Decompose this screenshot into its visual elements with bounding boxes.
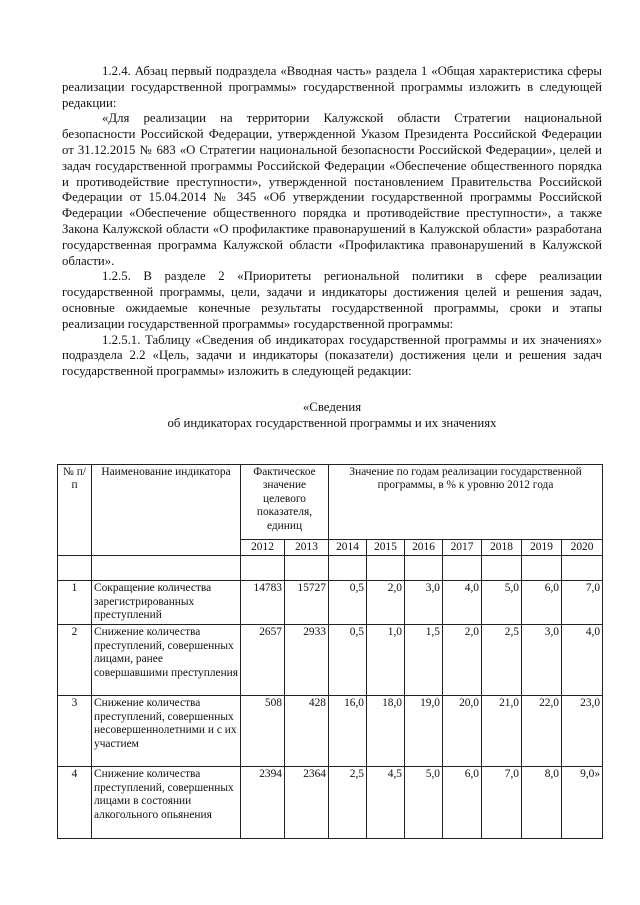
paragraph-quote: «Для реализации на территории Калужской области Стратегии национальной безопасности Российской Федерации, утвержденной Указом Президента Российской Федерации от 31.12.2015 № 683 «О Стратегии национальной безопасности Российской Федерации», целей и задач государственной программы Российской Федерации «Обеспечение общественного порядка и противодействие преступности», утвержденной постановлением Правительства Российской Федерации от 15.04.2014 № 345 «Об утверждении государственной программы Российской Федерации «Обеспечение общественного порядка и противодействие преступности», а также Закона Калужской области «О профилактике правонарушений в Калужской области» разработана государственная программа Калужской области «Профилактика правонарушений в Калужской области». (62, 111, 602, 268)
value-cell: 3,0 (405, 581, 443, 625)
year-cell: 2013 (285, 540, 329, 556)
value-cell: 7,0 (482, 767, 522, 839)
value-cell: 7,0 (562, 581, 603, 625)
indicator-name: Снижение количества преступлений, совершенных несовершеннолетними и с их участием (92, 696, 241, 767)
paragraph-1-2-5: 1.2.5. В разделе 2 «Приоритеты региональной политики в сфере реализации государственной программы, цели, задачи и индикаторы достижения целей и решения задач, основные ожидаемые конечные результаты государственной программы, сроки и этапы реализации государственной программы» государственной программы: (62, 269, 602, 331)
value-cell: 2,5 (482, 625, 522, 696)
table-spacer-row (58, 556, 603, 581)
value-cell: 6,0 (443, 767, 482, 839)
value-cell: 8,0 (522, 767, 562, 839)
value-cell: 15727 (285, 581, 329, 625)
table-row (58, 625, 603, 696)
year-cell: 2014 (329, 540, 367, 556)
header-name: Наименование индикатора (92, 465, 241, 556)
document-body (62, 64, 602, 431)
value-cell: 5,0 (405, 767, 443, 839)
value-cell: 2,0 (443, 625, 482, 696)
value-cell: 9,0» (562, 767, 603, 839)
row-number: 3 (58, 696, 92, 767)
value-cell: 2,0 (367, 581, 405, 625)
value-cell: 19,0 (405, 696, 443, 767)
year-cell: 2015 (367, 540, 405, 556)
value-cell: 2933 (285, 625, 329, 696)
value-cell: 0,5 (329, 625, 367, 696)
value-cell: 22,0 (522, 696, 562, 767)
row-number: 4 (58, 767, 92, 839)
table-row (58, 581, 603, 625)
row-number: 2 (58, 625, 92, 696)
indicator-name: Сокращение количества зарегистрированных преступлений (92, 581, 241, 625)
year-cell: 2017 (443, 540, 482, 556)
table-header-row (58, 465, 603, 540)
value-cell: 428 (285, 696, 329, 767)
year-cell: 2020 (562, 540, 603, 556)
year-cell: 2018 (482, 540, 522, 556)
caption-line-1: «Сведения (302, 399, 362, 414)
value-cell: 21,0 (482, 696, 522, 767)
value-cell: 4,0 (562, 625, 603, 696)
value-cell: 2657 (241, 625, 285, 696)
value-cell: 1,0 (367, 625, 405, 696)
value-cell: 1,5 (405, 625, 443, 696)
header-plan: Значение по годам реализации государственной программы, в % к уровню 2012 года (329, 465, 603, 540)
header-actual: Фактическое значение целевого показателя, единиц (241, 465, 329, 540)
indicator-name: Снижение количества преступлений, совершенных лицами в состоянии алкогольного опьянения (92, 767, 241, 839)
year-cell: 2016 (405, 540, 443, 556)
year-cell: 2012 (241, 540, 285, 556)
value-cell: 3,0 (522, 625, 562, 696)
table-row (58, 696, 603, 767)
indicator-name: Снижение количества преступлений, совершенных лицами, ранее совершавшими преступления (92, 625, 241, 696)
value-cell: 2394 (241, 767, 285, 839)
table-row (58, 767, 603, 839)
table-caption (62, 399, 602, 431)
value-cell: 14783 (241, 581, 285, 625)
value-cell: 4,0 (443, 581, 482, 625)
value-cell: 2364 (285, 767, 329, 839)
value-cell: 16,0 (329, 696, 367, 767)
value-cell: 2,5 (329, 767, 367, 839)
value-cell: 508 (241, 696, 285, 767)
header-num: № п/п (58, 465, 92, 556)
indicators-table (57, 464, 603, 839)
value-cell: 6,0 (522, 581, 562, 625)
row-number: 1 (58, 581, 92, 625)
caption-line-2: об индикаторах государственной программы и их значениях (167, 415, 497, 430)
year-cell: 2019 (522, 540, 562, 556)
value-cell: 0,5 (329, 581, 367, 625)
value-cell: 4,5 (367, 767, 405, 839)
paragraph-1-2-4: 1.2.4. Абзац первый подраздела «Вводная часть» раздела 1 «Общая характеристика сферы реализации государственной программы» государственной программы изложить в следующей редакции: (62, 64, 602, 110)
paragraph-1-2-5-1: 1.2.5.1. Таблицу «Сведения об индикаторах государственной программы и их значениях» подраздела 2.2 «Цель, задачи и индикаторы (показатели) достижения цели и решения задач государственной программы» изложить в следующей редакции: (62, 332, 602, 379)
value-cell: 23,0 (562, 696, 603, 767)
value-cell: 20,0 (443, 696, 482, 767)
value-cell: 18,0 (367, 696, 405, 767)
value-cell: 5,0 (482, 581, 522, 625)
